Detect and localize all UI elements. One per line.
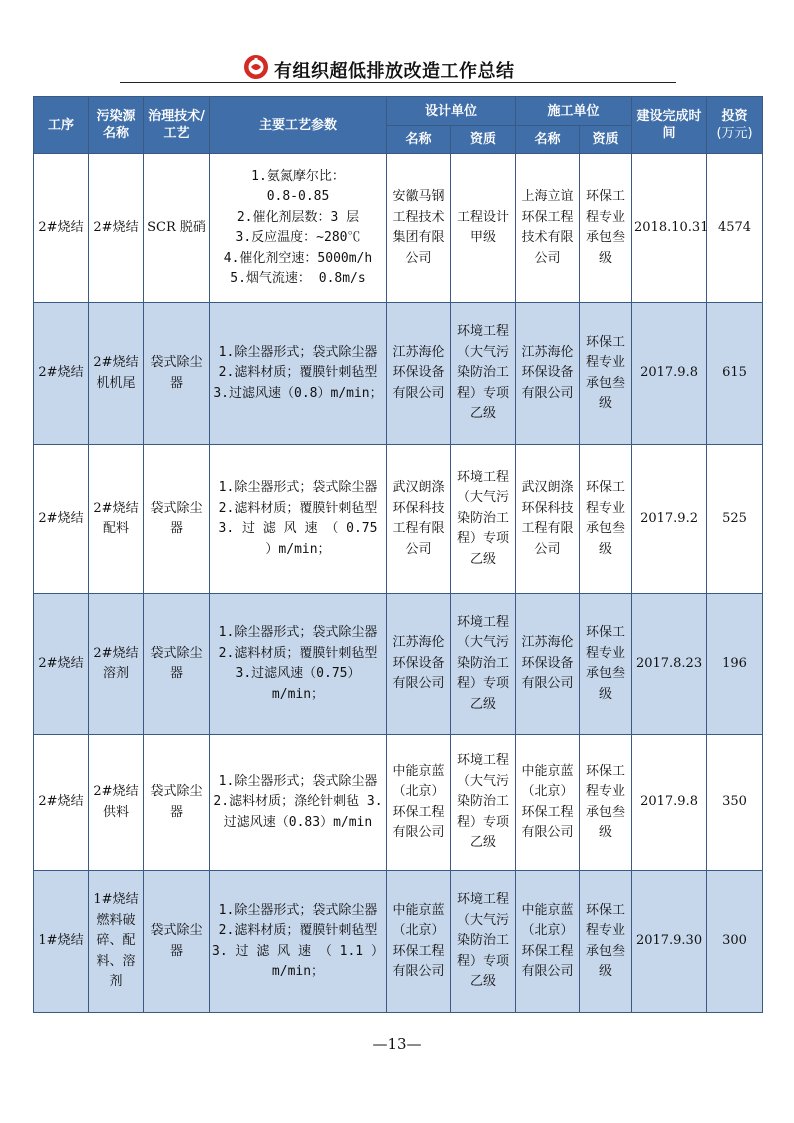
param-line: 4.催化剂空速：5000m/h [223,250,373,266]
param-line: 3. 过 滤 风 速 （ 1.1 ）m/min； [212,943,384,979]
cell-investment: 615 [707,303,763,445]
cell-construct-qual: 环保工程专业承包叁级 [580,871,632,1013]
table-row [34,871,763,1013]
cell-tech: 袋式除尘器 [144,594,210,735]
header-process: 工序 [34,97,89,154]
cell-source: 2#烧结供料 [89,735,144,871]
page-title: 有组织超低排放改造工作总结 [274,61,515,82]
header-investment-unit: (万元) [716,126,753,141]
header-construct-unit: 施工单位 [516,97,632,126]
cell-process: 1#烧结 [34,871,89,1013]
cell-design-name: 安徽马钢工程技术集团有限公司 [387,154,451,303]
cell-design-qual: 环境工程（大气污染防治工程）专项乙级 [451,445,516,594]
param-line: 1.除尘器形式；袋式除尘器 [218,344,378,360]
header-params: 主要工艺参数 [210,97,387,154]
param-line: 2.滤料材质；涤纶针刺毡 3.过滤风速（0.83）m/min [213,794,383,830]
table-row [34,303,763,445]
cell-construct-name: 中能京蓝（北京）环保工程有限公司 [516,871,580,1013]
param-line: 3.过滤风速（0.75）m/min； [235,666,361,702]
cell-design-name: 中能京蓝（北京）环保工程有限公司 [387,871,451,1013]
cell-design-qual: 环境工程（大气污染防治工程）专项乙级 [451,303,516,445]
param-line: 1.除尘器形式；袋式除尘器 [218,625,378,640]
cell-construct-name: 江苏海伦环保设备有限公司 [516,303,580,445]
cell-investment: 350 [707,735,763,871]
cell-construct-name: 武汉朗涤环保科技工程有限公司 [516,445,580,594]
project-table [33,96,763,1013]
cell-completion: 2017.9.2 [632,445,707,594]
header-tech: 治理技术/工艺 [144,97,210,154]
cell-investment: 300 [707,871,763,1013]
cell-completion: 2017.9.8 [632,303,707,445]
cell-construct-name: 中能京蓝（北京）环保工程有限公司 [516,735,580,871]
cell-source: 2#烧结溶剂 [89,594,144,735]
cell-tech: 袋式除尘器 [144,735,210,871]
cell-investment: 525 [707,445,763,594]
param-line: 3.反应温度：~280℃ [235,230,361,245]
table-row [34,594,763,735]
cell-params [210,735,387,871]
cell-process: 2#烧结 [34,303,89,445]
cell-construct-name: 江苏海伦环保设备有限公司 [516,594,580,735]
cell-design-name: 武汉朗涤环保科技工程有限公司 [387,445,451,594]
cell-design-name: 江苏海伦环保设备有限公司 [387,594,451,735]
cell-process: 2#烧结 [34,445,89,594]
cell-construct-qual: 环保工程专业承包叁级 [580,735,632,871]
cell-source: 1#烧结燃料破碎、配料、溶剂 [89,871,144,1013]
cell-process: 2#烧结 [34,154,89,303]
table-row [34,154,763,303]
cell-tech: 袋式除尘器 [144,445,210,594]
cell-completion: 2017.8.23 [632,594,707,735]
header-construct-qual: 资质 [580,126,632,154]
header-design-name: 名称 [387,126,451,154]
table-row [34,735,763,871]
cell-design-qual: 环境工程（大气污染防治工程）专项乙级 [451,594,516,735]
header-divider [120,82,676,83]
param-line: 1.氨氮摩尔比： [251,168,345,184]
cell-params [210,445,387,594]
cell-tech: SCR 脱硝 [144,154,210,303]
cell-params [210,154,387,303]
param-line: 2.滤料材质；覆膜针刺毡型 [218,365,378,381]
cell-design-name: 中能京蓝（北京）环保工程有限公司 [387,735,451,871]
param-line: 2.催化剂层数：3 层 [236,209,360,225]
cell-investment: 196 [707,594,763,735]
cell-tech: 袋式除尘器 [144,871,210,1013]
param-line: 3. 过 滤 风 速 （ 0.75 ）m/min； [218,521,378,557]
cell-investment: 4574 [707,154,763,303]
cell-source: 2#烧结机机尾 [89,303,144,445]
cell-design-qual: 环境工程（大气污染防治工程）专项乙级 [451,735,516,871]
cell-completion: 2017.9.8 [632,735,707,871]
param-line: 1.除尘器形式；袋式除尘器 [218,902,378,918]
param-line: 1.除尘器形式；袋式除尘器 [218,773,378,789]
cell-process: 2#烧结 [34,594,89,735]
param-line: 0.8-0.85 [266,189,330,204]
cell-construct-qual: 环保工程专业承包叁级 [580,154,632,303]
cell-construct-name: 上海立谊环保工程技术有限公司 [516,154,580,303]
cell-params [210,594,387,735]
param-line: 2.滤料材质；覆膜针刺毡型 [218,923,378,938]
header-source: 污染源名称 [89,97,144,154]
company-logo-icon [243,54,269,80]
param-line: 2.滤料材质；覆膜针刺毡型 [218,645,378,661]
header-design-qual: 资质 [451,126,516,154]
param-line: 1.除尘器形式；袋式除尘器 [218,480,378,495]
cell-design-qual: 工程设计甲级 [451,154,516,303]
param-line: 5.烟气流速： 0.8m/s [230,271,366,286]
header-design-unit: 设计单位 [387,97,516,126]
param-line: 2.滤料材质；覆膜针刺毡型 [218,500,378,516]
param-line: 3.过滤风速（0.8）m/min； [213,385,383,401]
cell-design-name: 江苏海伦环保设备有限公司 [387,303,451,445]
header-investment-label: 投资 [721,109,748,124]
header-completion: 建设完成时间 [632,97,707,154]
cell-construct-qual: 环保工程专业承包叁级 [580,594,632,735]
header-construct-name: 名称 [516,126,580,154]
cell-source: 2#烧结配料 [89,445,144,594]
header-investment [707,97,763,154]
cell-tech: 袋式除尘器 [144,303,210,445]
cell-source: 2#烧结 [89,154,144,303]
cell-completion: 2017.9.30 [632,871,707,1013]
cell-params [210,871,387,1013]
cell-construct-qual: 环保工程专业承包叁级 [580,445,632,594]
cell-completion: 2018.10.31 [632,154,707,303]
table-row [34,445,763,594]
cell-construct-qual: 环保工程专业承包叁级 [580,303,632,445]
cell-design-qual: 环境工程（大气污染防治工程）专项乙级 [451,871,516,1013]
cell-params [210,303,387,445]
page-number: —13— [372,1035,422,1053]
cell-process: 2#烧结 [34,735,89,871]
